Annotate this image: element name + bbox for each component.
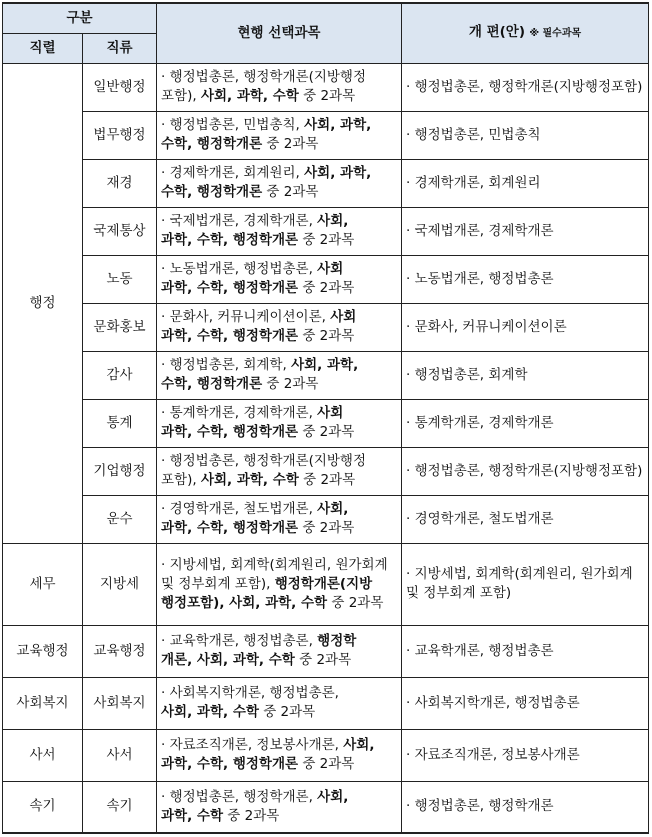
job-cell: 일반행정 [83,63,157,111]
header-proposal [402,3,649,63]
current-cell: · 문화사, 커뮤니케이션이론, 사회 과학, 수학, 행정학개론 중 2과목 [157,303,402,351]
job-cell: 문화홍보 [83,303,157,351]
table-row [3,399,649,447]
job-cell: 사회복지 [83,677,157,729]
current-cell: · 자료조직개론, 정보봉사개론, 사회, 과학, 수학, 행정학개론 중 2과목 [157,729,402,781]
table-row [3,159,649,207]
group-bokji: 사회복지 [3,677,83,729]
current-cell: · 경영학개론, 철도법개론, 사회, 과학, 수학, 행정학개론 중 2과목 [157,495,402,543]
subject-reform-table [2,2,649,834]
job-cell: 사서 [83,729,157,781]
current-cell: · 행정법총론, 회계학, 사회, 과학, 수학, 행정학개론 중 2과목 [157,351,402,399]
job-cell: 감사 [83,351,157,399]
current-cell: · 노동법개론, 행정법총론, 사회 과학, 수학, 행정학개론 중 2과목 [157,255,402,303]
table-row [3,303,649,351]
job-cell: 속기 [83,781,157,833]
header-gubun: 구분 [3,3,157,33]
header-current: 현행 선택과목 [157,3,402,63]
group-semu: 세무 [3,543,83,625]
job-cell: 국제통상 [83,207,157,255]
table-row [3,207,649,255]
table-row [3,63,649,111]
table-row [3,543,649,625]
proposal-cell: · 행정법총론, 행정학개론(지방행정포함) [402,447,649,495]
job-cell: 기업행정 [83,447,157,495]
current-cell: · 사회복지학개론, 행정법총론, 사회, 과학, 수학 중 2과목 [157,677,402,729]
job-cell: 운수 [83,495,157,543]
proposal-cell: · 문화사, 커뮤니케이션이론 [402,303,649,351]
proposal-cell: · 경제학개론, 회계원리 [402,159,649,207]
current-cell: · 경제학개론, 회계원리, 사회, 과학, 수학, 행정학개론 중 2과목 [157,159,402,207]
header-jikryeol: 직렬 [3,33,83,63]
table-row [3,729,649,781]
table-row [3,677,649,729]
header-row-1 [3,3,649,33]
header-proposal-main: 개 편(안) [468,24,526,41]
proposal-cell: · 사회복지학개론, 행정법총론 [402,677,649,729]
current-cell: · 지방세법, 회계학(회계원리, 원가회계 및 정부회계 포함), 행정학개론(지방 행정포함), 사회, 과학, 수학 중 2과목 [157,543,402,625]
header-proposal-note: ※ 필수과목 [529,28,582,40]
current-cell: · 행정법총론, 행정학개론(지방행정 포함), 사회, 과학, 수학 중 2과목 [157,447,402,495]
table-row [3,625,649,677]
table-row [3,495,649,543]
group-sokgi: 속기 [3,781,83,833]
table-row [3,781,649,833]
proposal-cell: · 통계학개론, 경제학개론 [402,399,649,447]
proposal-cell: · 국제법개론, 경제학개론 [402,207,649,255]
group-gyoyuk: 교육행정 [3,625,83,677]
job-cell: 지방세 [83,543,157,625]
table-row [3,447,649,495]
proposal-cell: · 노동법개론, 행정법총론 [402,255,649,303]
proposal-cell: · 행정법총론, 행정학개론 [402,781,649,833]
current-cell: · 행정법총론, 행정학개론(지방행정 포함), 사회, 과학, 수학 중 2과목 [157,63,402,111]
proposal-cell: · 행정법총론, 행정학개론(지방행정포함) [402,63,649,111]
header-jikryu: 직류 [83,33,157,63]
current-cell: · 국제법개론, 경제학개론, 사회, 과학, 수학, 행정학개론 중 2과목 [157,207,402,255]
job-cell: 재경 [83,159,157,207]
job-cell: 통계 [83,399,157,447]
proposal-cell: · 자료조직개론, 정보봉사개론 [402,729,649,781]
group-haengjeong: 행정 [3,63,83,543]
proposal-cell: · 행정법총론, 회계학 [402,351,649,399]
job-cell: 법무행정 [83,111,157,159]
current-cell: · 통계학개론, 경제학개론, 사회 과학, 수학, 행정학개론 중 2과목 [157,399,402,447]
job-cell: 노동 [83,255,157,303]
job-cell: 교육행정 [83,625,157,677]
proposal-cell: · 행정법총론, 민법총칙 [402,111,649,159]
proposal-cell: · 교육학개론, 행정법총론 [402,625,649,677]
table-row [3,255,649,303]
proposal-cell: · 지방세법, 회계학(회계원리, 원가회계 및 정부회계 포함) [402,543,649,625]
current-cell: · 행정법총론, 민법총칙, 사회, 과학, 수학, 행정학개론 중 2과목 [157,111,402,159]
table-row [3,111,649,159]
proposal-cell: · 경영학개론, 철도법개론 [402,495,649,543]
table-row [3,351,649,399]
current-cell: · 행정법총론, 행정학개론, 사회, 과학, 수학 중 2과목 [157,781,402,833]
group-saseo: 사서 [3,729,83,781]
current-cell: · 교육학개론, 행정법총론, 행정학 개론, 사회, 과학, 수학 중 2과목 [157,625,402,677]
